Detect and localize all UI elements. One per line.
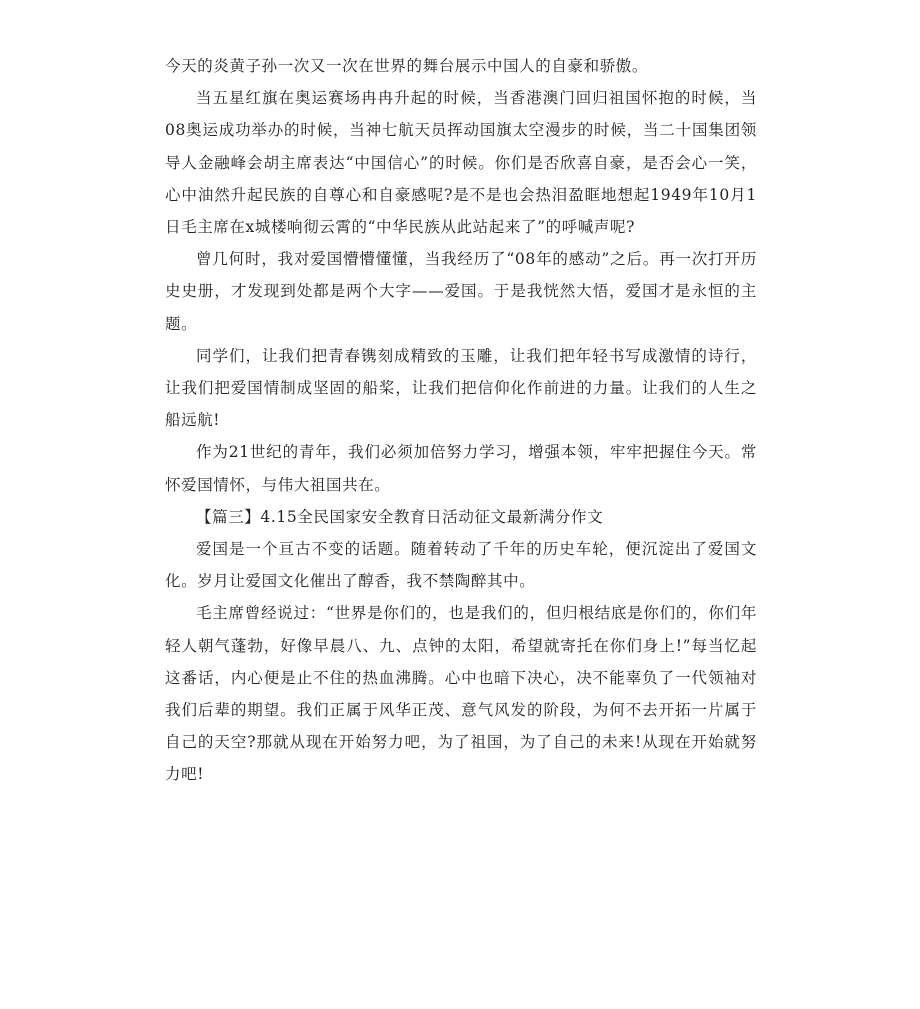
paragraph-once: 曾几何时，我对爱国懵懵懂懂，当我经历了“08年的感动”之后。再一次打开历史史册，才发现到处都是两个大字——爱国。于是我恍然大悟，爱国才是永恒的主题。 xyxy=(165,250,757,333)
paragraph-youth: 作为21世纪的青年，我们必须加倍努力学习，增强本领，牢牢把握住今天。常怀爱国情怀，与伟大祖国共在。 xyxy=(165,443,757,494)
document-body xyxy=(165,50,757,791)
section-heading: 【篇三】4.15全民国家安全教育日活动征文最新满分作文 xyxy=(196,507,604,526)
paragraph-classmates: 同学们，让我们把青春镌刻成精致的玉雕，让我们把年轻书写成激情的诗行，让我们把爱国情制成坚固的船桨，让我们把信仰化作前进的力量。让我们的人生之船远航! xyxy=(165,346,757,430)
paragraph-when: 当五星红旗在奥运赛场冉冉升起的时候，当香港澳门回归祖国怀抱的时候，当08奥运成功举办的时候，当神七航天员挥动国旗太空漫步的时候，当二十国集团领导人金融峰会胡主席表达“中国信心”的时候。你们是否欣喜自豪，是否会心一笑，心中油然升起民族的自尊心和自豪感呢?是不是也会热泪盈眶地想起1949年10月1日毛主席在x城楼响彻云霄的“中华民族从此站起来了”的呼喊声呢? xyxy=(165,89,757,237)
paragraph-intro: 今天的炎黄子孙一次又一次在世界的舞台展示中国人的自豪和骄傲。 xyxy=(165,57,649,75)
paragraph-topic: 爱国是一个亘古不变的话题。随着转动了千年的历史车轮，便沉淀出了爱国文化。岁月让爱国文化催出了醇香，我不禁陶醉其中。 xyxy=(165,540,757,591)
paragraph-quote: 毛主席曾经说过：“世界是你们的，也是我们的，但归根结底是你们的，你们年轻人朝气蓬勃，好像早晨八、九、点钟的太阳，希望就寄托在你们身上!”每当忆起这番话，内心便是止不住的热血沸腾。心中也暗下决心，决不能辜负了一代领袖对我们后辈的期望。我们正属于风华正茂、意气风发的阶段，为何不去开拓一片属于自己的天空?那就从现在开始努力吧，为了祖国，为了自己的未来!从现在开始就努力吧! xyxy=(165,604,757,784)
